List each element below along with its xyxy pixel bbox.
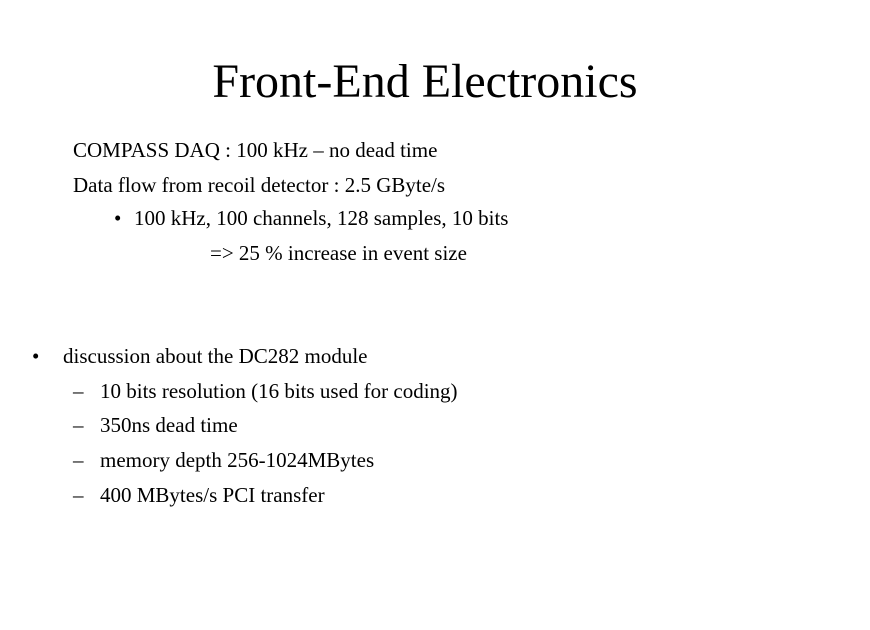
discussion-item: memory depth 256-1024MBytes — [100, 448, 375, 472]
bullet-marker: • — [114, 206, 122, 230]
discussion-item: 400 MBytes/s PCI transfer — [100, 483, 325, 507]
dash-marker: – — [73, 448, 84, 472]
bullet-marker: • — [32, 344, 40, 368]
intro-line-daq: COMPASS DAQ : 100 kHz – no dead time — [73, 138, 438, 162]
intro-line-data-flow: Data flow from recoil detector : 2.5 GByte/s — [73, 173, 446, 197]
dash-marker: – — [73, 413, 84, 437]
intro-result-line: => 25 % increase in event size — [210, 241, 467, 265]
dash-marker: – — [73, 379, 84, 403]
discussion-item: 10 bits resolution (16 bits used for coding) — [100, 379, 458, 403]
dash-marker: – — [73, 483, 84, 507]
discussion-item: 350ns dead time — [100, 413, 238, 437]
intro-bullet-parameters: 100 kHz, 100 channels, 128 samples, 10 bits — [134, 206, 509, 230]
slide-title: Front-End Electronics — [212, 55, 638, 108]
discussion-heading: discussion about the DC282 module — [63, 344, 368, 368]
